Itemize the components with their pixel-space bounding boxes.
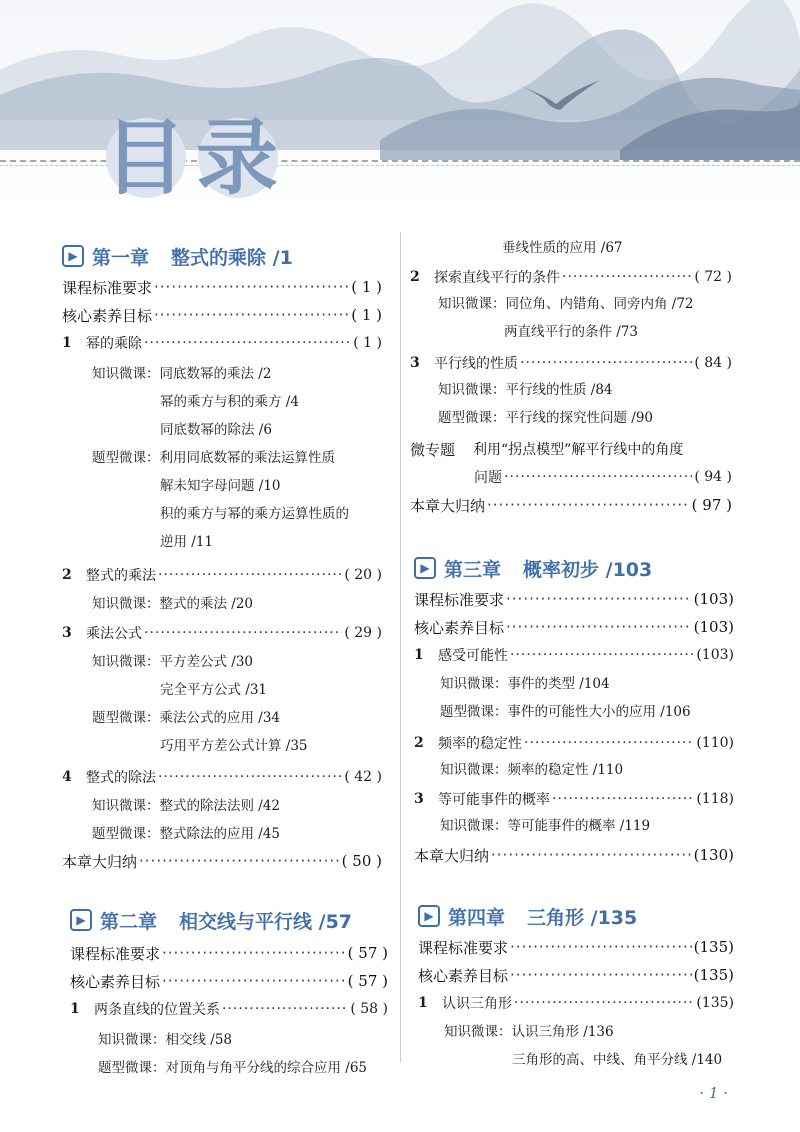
toc-row-page: (135)	[693, 938, 734, 956]
section-number: 3	[62, 625, 72, 641]
chapter-3-title: 概率初步 /103	[523, 558, 653, 581]
subtopic[interactable]: 两直线平行的条件 /73	[504, 324, 639, 340]
section-label: 两条直线的位置关系	[94, 1002, 220, 1018]
toc-section-row[interactable]	[414, 786, 734, 812]
section-label: 幂的乘除	[86, 336, 142, 352]
toc-row[interactable]	[418, 962, 734, 988]
toc-section-row[interactable]	[410, 264, 732, 290]
subtopic[interactable]: 幂的乘方与积的乘方 /4	[160, 394, 299, 410]
page-number: · 1 ·	[699, 1084, 728, 1102]
subtopic[interactable]: 题型微课：乘法公式的应用 /34	[92, 710, 281, 726]
special-topic-title-cont: 问题	[474, 470, 502, 486]
leader-dots	[162, 972, 346, 990]
toc-row[interactable]	[414, 586, 734, 612]
toc-row-label: 核心素养目标	[62, 306, 153, 325]
leader-dots	[506, 590, 692, 608]
toc-row[interactable]	[70, 968, 388, 994]
chapter-4-number: 第四章	[448, 906, 506, 929]
column-divider	[400, 232, 401, 1062]
toc-section-row[interactable]	[414, 730, 734, 756]
section-label: 频率的稳定性	[438, 736, 522, 752]
section-label: 平行线的性质	[434, 356, 518, 372]
section-number: 2	[62, 567, 72, 583]
subtopic[interactable]: 巧用平方差公式计算 /35	[160, 738, 308, 754]
chapter-summary-row[interactable]	[414, 842, 734, 868]
subtopic[interactable]: 知识微课：频率的稳定性 /110	[440, 762, 624, 778]
leader-dots	[520, 355, 692, 371]
subtopic[interactable]: 题型微课：整式除法的应用 /45	[92, 826, 281, 842]
section-label: 乘法公式	[86, 626, 142, 642]
toc-section-row[interactable]	[418, 990, 734, 1016]
leader-dots	[562, 269, 692, 285]
subtopic[interactable]: 知识微课：整式的除法法则 /42	[92, 798, 281, 814]
section-page: (135)	[696, 995, 734, 1011]
toc-row-label: 核心素养目标	[70, 972, 161, 991]
section-number: 3	[414, 791, 424, 807]
toc-row[interactable]	[414, 614, 734, 640]
subtopic[interactable]: 题型微课：事件的可能性大小的应用 /106	[440, 704, 691, 720]
subtopic[interactable]: 知识微课：相交线 /58	[98, 1032, 233, 1048]
section-page: (110)	[696, 735, 734, 751]
leader-dots	[510, 966, 692, 984]
leader-dots	[158, 567, 342, 583]
toc-row[interactable]	[62, 302, 382, 328]
special-topic-row[interactable]	[410, 436, 732, 462]
subtopic[interactable]: 三角形的高、中线、角平分线 /140	[512, 1052, 723, 1068]
section-page: ( 58 )	[350, 1001, 388, 1017]
leader-dots	[487, 496, 690, 514]
toc-section-row[interactable]	[414, 642, 734, 668]
section-page: ( 42 )	[344, 769, 382, 785]
chapter-1-number: 第一章	[92, 246, 150, 269]
title-char-2: 录	[196, 110, 279, 206]
section-page: ( 1 )	[353, 335, 382, 351]
section-page: ( 20 )	[344, 567, 382, 583]
subtopic[interactable]: 知识微课：同位角、内错角、同旁内角 /72	[438, 296, 694, 312]
toc-row-page: (103)	[693, 590, 734, 608]
subtopic[interactable]: 题型微课：平行线的探究性问题 /90	[438, 410, 654, 426]
summary-label: 本章大归纳	[414, 846, 490, 865]
section-number: 2	[414, 735, 424, 751]
summary-page: (130)	[693, 846, 734, 864]
chevron-right-icon: ▶	[418, 905, 440, 927]
section-number: 1	[62, 335, 72, 351]
subtopic[interactable]: 题型微课：对顶角与角平分线的综合应用 /65	[98, 1060, 368, 1076]
subtopic[interactable]: 垂线性质的应用 /67	[502, 240, 623, 256]
toc-section-row[interactable]	[62, 620, 382, 646]
section-number: 3	[410, 355, 420, 371]
subtopic[interactable]: 知识微课：事件的类型 /104	[440, 676, 610, 692]
toc-section-row[interactable]	[410, 350, 732, 376]
leader-dots	[552, 791, 694, 807]
toc-row-label: 核心素养目标	[414, 618, 505, 637]
chevron-right-icon: ▶	[62, 245, 84, 267]
leader-dots	[514, 995, 694, 1011]
special-topic-tag: 微专题	[410, 440, 456, 459]
page-title	[104, 112, 284, 204]
subtopic[interactable]: 知识微课：认识三角形 /136	[444, 1024, 614, 1040]
subtopic[interactable]: 逆用 /11	[160, 534, 214, 550]
leader-dots	[222, 1001, 348, 1017]
chapter-3-heading[interactable]	[414, 552, 652, 584]
toc-row-label: 核心素养目标	[418, 966, 509, 985]
summary-page: ( 50 )	[341, 852, 382, 870]
section-number: 4	[62, 769, 72, 785]
toc-row-label: 课程标准要求	[70, 944, 161, 963]
summary-label: 本章大归纳	[410, 496, 486, 515]
section-page: (103)	[696, 647, 734, 663]
leader-dots	[506, 618, 692, 636]
toc-row-page: (103)	[693, 618, 734, 636]
chapter-3-number: 第三章	[444, 558, 502, 581]
subtopic[interactable]: 知识微课：整式的乘法 /20	[92, 596, 254, 612]
leader-dots	[510, 938, 692, 956]
toc-row[interactable]	[70, 940, 388, 966]
summary-page: ( 97 )	[691, 496, 732, 514]
chevron-right-icon: ▶	[414, 557, 436, 579]
chapter-2-title: 相交线与平行线 /57	[179, 910, 353, 933]
toc-section-row[interactable]	[70, 996, 388, 1022]
section-number: 1	[418, 995, 428, 1011]
subtopic[interactable]: 完全平方公式 /31	[160, 682, 268, 698]
toc-row-page: ( 1 )	[351, 278, 382, 296]
toc-row-page: ( 57 )	[347, 944, 388, 962]
leader-dots	[139, 852, 340, 870]
toc-row-page: (135)	[693, 966, 734, 984]
section-label: 感受可能性	[438, 648, 508, 664]
subtopic[interactable]: 知识微课：平方差公式 /30	[92, 654, 254, 670]
chapter-4-title: 三角形 /135	[527, 906, 638, 929]
section-page: ( 84 )	[694, 355, 732, 371]
subtopic[interactable]: 知识微课：同底数幂的乘法 /2	[92, 366, 272, 382]
leader-dots	[491, 846, 692, 864]
chapter-summary-row[interactable]	[62, 848, 382, 874]
toc-section-row[interactable]	[62, 330, 382, 356]
section-number: 1	[414, 647, 424, 663]
section-label: 整式的乘法	[86, 568, 156, 584]
leader-dots	[154, 278, 349, 296]
leader-dots	[510, 647, 694, 663]
chapter-2-number: 第二章	[100, 910, 158, 933]
toc-section-row[interactable]	[62, 764, 382, 790]
chapter-2-heading[interactable]	[70, 904, 352, 936]
toc-row-page: ( 57 )	[347, 972, 388, 990]
subtopic[interactable]: 题型微课：利用同底数幂的乘法运算性质	[92, 450, 335, 466]
chapter-1-title: 整式的乘除 /1	[171, 246, 293, 269]
toc-section-row[interactable]	[62, 562, 382, 588]
special-topic-page: ( 94 )	[694, 469, 732, 485]
section-number: 2	[410, 269, 420, 285]
leader-dots	[524, 735, 694, 751]
leader-dots	[162, 944, 346, 962]
section-label: 等可能事件的概率	[438, 792, 550, 808]
section-label: 探索直线平行的条件	[434, 270, 560, 286]
section-number: 1	[70, 1001, 80, 1017]
subtopic[interactable]: 积的乘方与幂的乘方运算性质的	[160, 506, 349, 522]
toc-row[interactable]	[62, 274, 382, 300]
leader-dots	[504, 469, 692, 485]
toc-row-label: 课程标准要求	[414, 590, 505, 609]
section-label: 认识三角形	[442, 996, 512, 1012]
title-char-1: 目	[104, 110, 187, 206]
section-label: 整式的除法	[86, 770, 156, 786]
chevron-right-icon: ▶	[70, 909, 92, 931]
section-page: (118)	[696, 791, 734, 807]
subtopic[interactable]: 知识微课：平行线的性质 /84	[438, 382, 613, 398]
subtopic[interactable]: 同底数幂的除法 /6	[160, 422, 272, 438]
special-topic-row-cont[interactable]	[474, 464, 732, 490]
leader-dots	[154, 306, 349, 324]
special-topic-title: 利用“拐点模型”解平行线中的角度	[473, 442, 684, 458]
subtopic[interactable]: 知识微课：等可能事件的概率 /119	[440, 818, 651, 834]
chapter-1-heading[interactable]	[62, 240, 293, 272]
toc-row-page: ( 1 )	[351, 306, 382, 324]
section-page: ( 72 )	[694, 269, 732, 285]
leader-dots	[144, 625, 342, 641]
toc-row-label: 课程标准要求	[62, 278, 153, 297]
leader-dots	[158, 769, 342, 785]
leader-dots	[144, 335, 351, 351]
section-page: ( 29 )	[344, 625, 382, 641]
summary-label: 本章大归纳	[62, 852, 138, 871]
subtopic[interactable]: 解未知字母问题 /10	[160, 478, 281, 494]
toc-row[interactable]	[418, 934, 734, 960]
chapter-4-heading[interactable]	[418, 900, 637, 932]
chapter-summary-row[interactable]	[410, 492, 732, 518]
toc-row-label: 课程标准要求	[418, 938, 509, 957]
